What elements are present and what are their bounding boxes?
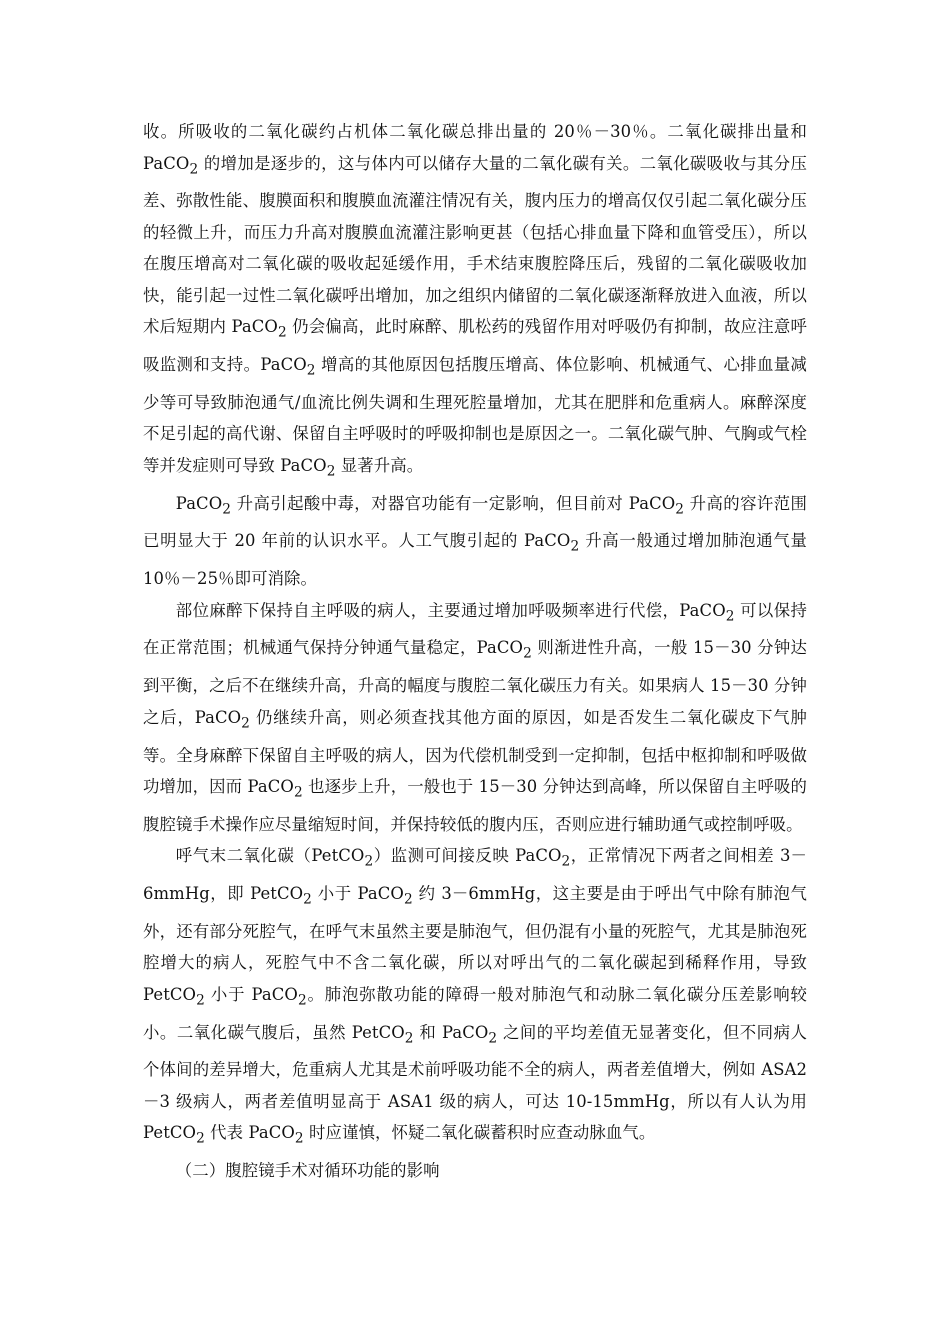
paragraph-petco2-monitoring: 呼气末二氧化碳（PetCO$_2$）监测可间接反映 PaCO$_2$，正常情况下两者之间相差 3－6mmHg，即 PetCO$_2$ 小于 PaCO$_2$ 约 3－6mmHg，这主要是由于呼出气中除有肺泡气外，还有部分死腔气，在呼气末虽然主要是肺泡气，但仍混有小量的死腔气，尤其是肺泡死腔增大的病人，死腔气中不含二氧化碳，所以对呼出气的二氧化碳起到稀释作用，导致 PetCO$_2$ 小于 PaCO$_2$。肺泡弥散功能的障碍一般对肺泡气和动脉二氧化碳分压差影响较小。二氧化碳气腹后，虽然 PetCO$_2$ 和 PaCO$_2$ 之间的平均差值无显著变化，但不同病人个体间的差异增大，危重病人尤其是术前呼吸功能不全的病人，两者差值增大，例如 ASA2－3 级病人，两者差值明显高于 ASA1 级的病人，可达 10-15mmHg，所以有人认为用 PetCO$_2$ 代表 PaCO$_2$ 时应谨慎，怀疑二氧化碳蓄积时应查动脉血气。 (143, 846, 808, 1147)
paragraph-continuation: 收。所吸收的二氧化碳约占机体二氧化碳总排出量的 20％－30％。二氧化碳排出量和 PaCO$_2$ 的增加是逐步的，这与体内可以储存大量的二氧化碳有关。二氧化碳吸收与其分压差、弥散性能、腹膜面积和腹膜血流灌注情况有关，腹内压力的增高仅仅引起二氧化碳分压的轻微上升，而压力升高对腹膜血流灌注影响更甚（包括心排血量下降和血管受压），所以在腹压增高对二氧化碳的吸收起延缓作用，手术结束腹腔降压后，残留的二氧化碳吸收加快，能引起一过性二氧化碳呼出增加，加之组织内储留的二氧化碳逐渐释放进入血液，所以术后短期内 PaCO$_2$ 仍会偏高，此时麻醉、肌松药的残留作用对呼吸仍有抑制，故应注意呼吸监测和支持。PaCO$_2$ 增高的其他原因包括腹压增高、体位影响、机械通气、心排血量减少等可导致肺泡通气/血流比例失调和生理死腔量增加，尤其在肥胖和危重病人。麻醉深度不足引起的高代谢、保留自主呼吸时的呼吸抑制也是原因之一。二氧化碳气肿、气胸或气栓等并发症则可导致 PaCO$_2$ 显著升高。 (143, 122, 807, 480)
paragraph-paco2-acidosis: PaCO$_2$ 升高引起酸中毒，对器官功能有一定影响，但目前对 PaCO$_2$ 升高的容许范围已明显大于 20 年前的认识水平。人工气腹引起的 PaCO$_2$ 升高一般通过增加肺泡通气量 10％－25％即可消除。 (143, 493, 807, 589)
paragraph-regional-anesthesia: 部位麻醉下保持自主呼吸的病人，主要通过增加呼吸频率进行代偿，PaCO$_2$ 可以保持在正常范围；机械通气保持分钟通气量稳定，PaCO$_2$ 则渐进性升高，一般 15－30 分钟达到平衡，之后不在继续升高，升高的幅度与腹腔二氧化碳压力有关。如果病人 15－30 分钟之后，PaCO$_2$ 仍继续升高，则必须查找其他方面的原因，如是否发生二氧化碳皮下气肿等。全身麻醉下保留自主呼吸的病人，因为代偿机制受到一定抑制，包括中枢抑制和呼吸做功增加，因而 PaCO$_2$ 也逐步上升，一般也于 15－30 分钟达到高峰，所以保留自主呼吸的腹腔镜手术操作应尽量缩短时间，并保持较低的腹内压，否则应进行辅助通气或控制呼吸。 (143, 600, 807, 834)
section-heading-circulation: （二）腹腔镜手术对循环功能的影响 (175, 1161, 440, 1181)
document-body (143, 116, 807, 1187)
